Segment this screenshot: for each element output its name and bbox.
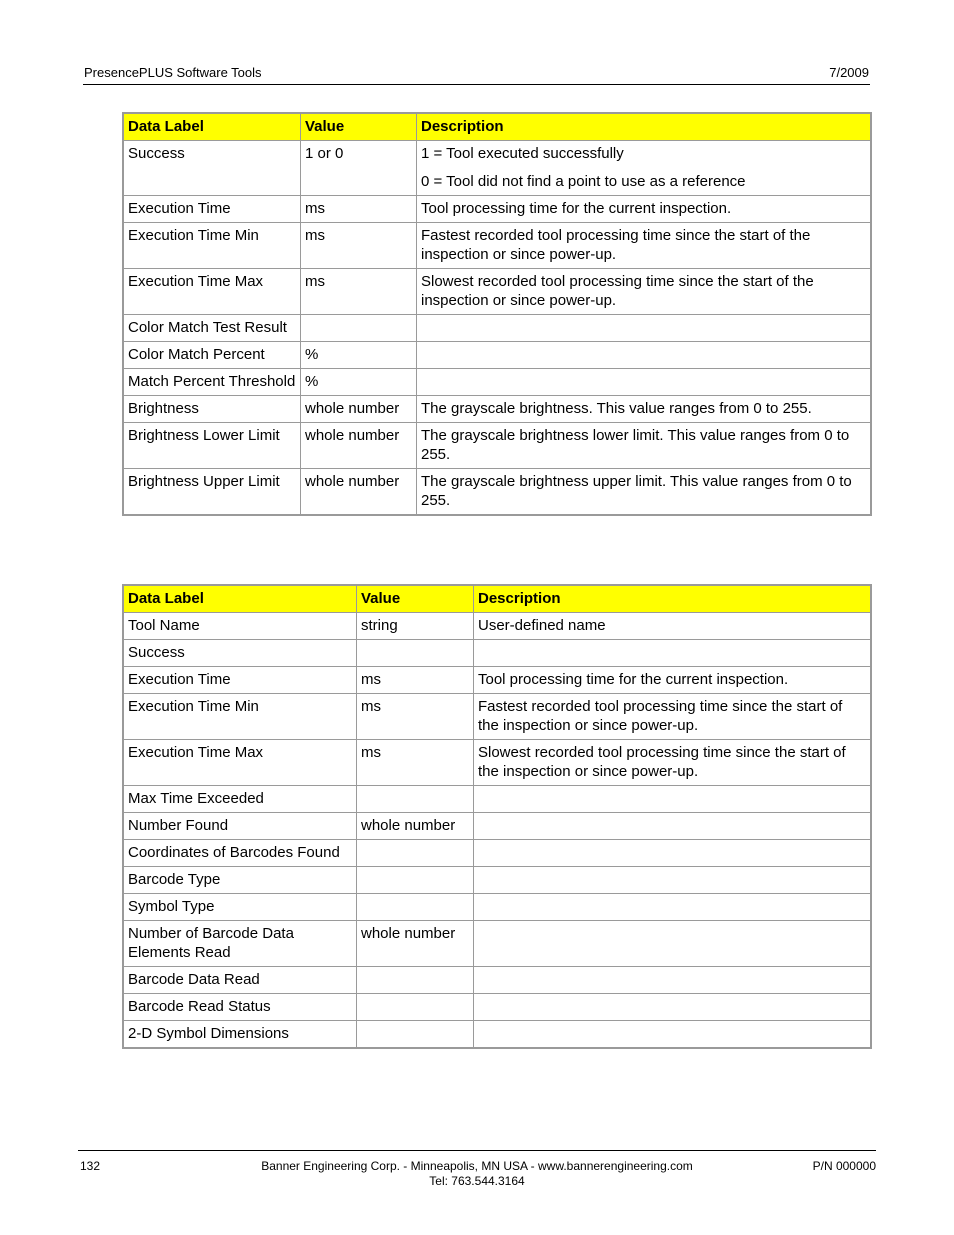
cell-description — [417, 315, 871, 342]
table-row — [124, 921, 871, 967]
cell-data-label: Symbol Type — [124, 894, 357, 921]
table-row — [124, 269, 871, 315]
cell-description — [474, 1021, 871, 1048]
cell-data-label: Execution Time — [124, 667, 357, 694]
cell-value — [357, 840, 474, 867]
cell-value: 1 or 0 — [301, 141, 417, 196]
cell-value: ms — [301, 269, 417, 315]
cell-description — [474, 894, 871, 921]
cell-description — [417, 469, 871, 515]
cell-value: whole number — [357, 813, 474, 840]
cell-value: string — [357, 613, 474, 640]
cell-description — [474, 640, 871, 667]
cell-data-label: Brightness Upper Limit — [124, 469, 301, 515]
cell-data-label: Tool Name — [124, 613, 357, 640]
cell-data-label: Barcode Data Read — [124, 967, 357, 994]
table-row — [124, 786, 871, 813]
footer-phone: Tel: 763.544.3164 — [429, 1174, 525, 1188]
cell-data-label: Barcode Read Status — [124, 994, 357, 1021]
table-row — [124, 994, 871, 1021]
table-row — [124, 223, 871, 269]
page-header — [83, 64, 870, 85]
footer-contact — [78, 1159, 876, 1189]
cell-data-label: Coordinates of Barcodes Found — [124, 840, 357, 867]
cell-description — [474, 613, 871, 640]
cell-data-label: Number of Barcode Data Elements Read — [124, 921, 357, 967]
table-row — [124, 967, 871, 994]
cell-description — [474, 840, 871, 867]
cell-data-label: Execution Time Min — [124, 223, 301, 269]
cell-value: whole number — [301, 423, 417, 469]
table-header-row — [124, 114, 871, 141]
cell-description — [417, 141, 871, 196]
cell-description — [474, 694, 871, 740]
description-line: Fastest recorded tool processing time since the start of the inspection or since power-up. — [421, 227, 811, 263]
description-line: Fastest recorded tool processing time since the start of the inspection or since power-up. — [478, 698, 843, 734]
cell-value — [357, 786, 474, 813]
table-row — [124, 342, 871, 369]
table-row — [124, 141, 871, 196]
cell-description — [474, 967, 871, 994]
table-row — [124, 315, 871, 342]
column-header-value: Value — [301, 114, 417, 141]
cell-value — [357, 994, 474, 1021]
cell-value: whole number — [357, 921, 474, 967]
cell-value: whole number — [301, 469, 417, 515]
cell-data-label: Max Time Exceeded — [124, 786, 357, 813]
cell-value — [357, 967, 474, 994]
cell-value: ms — [357, 740, 474, 786]
document-date: 7/2009 — [829, 65, 869, 80]
page-footer — [78, 1150, 876, 1196]
cell-data-label: Success — [124, 640, 357, 667]
cell-value: ms — [357, 694, 474, 740]
table-row — [124, 613, 871, 640]
cell-value — [357, 1021, 474, 1048]
cell-data-label: 2-D Symbol Dimensions — [124, 1021, 357, 1048]
table-row — [124, 813, 871, 840]
cell-value: % — [301, 342, 417, 369]
table-row — [124, 694, 871, 740]
cell-data-label: Color Match Percent — [124, 342, 301, 369]
cell-data-label: Number Found — [124, 813, 357, 840]
table-row — [124, 667, 871, 694]
description-line: User-defined name — [478, 617, 606, 634]
cell-description — [474, 786, 871, 813]
table-row — [124, 1021, 871, 1048]
cell-description — [474, 667, 871, 694]
document-title: PresencePLUS Software Tools — [84, 65, 262, 80]
column-header-description: Description — [417, 114, 871, 141]
table-row — [124, 369, 871, 396]
page-number: 132 — [80, 1159, 101, 1173]
cell-description — [417, 223, 871, 269]
cell-value — [357, 640, 474, 667]
table-row — [124, 396, 871, 423]
cell-value: ms — [357, 667, 474, 694]
table-row — [124, 640, 871, 667]
table-row — [124, 740, 871, 786]
table-row — [124, 894, 871, 921]
cell-data-label: Match Percent Threshold — [124, 369, 301, 396]
cell-description — [417, 396, 871, 423]
cell-description — [417, 196, 871, 223]
cell-value: ms — [301, 223, 417, 269]
table-row — [124, 840, 871, 867]
description-line: The grayscale brightness lower limit. This value ranges from 0 to 255. — [421, 427, 850, 463]
column-header-description: Description — [474, 586, 871, 613]
description-line: Slowest recorded tool processing time since the start of the inspection or since power-up. — [478, 744, 846, 780]
description-line: Tool processing time for the current inspection. — [421, 200, 732, 217]
cell-data-label: Brightness — [124, 396, 301, 423]
cell-description — [417, 369, 871, 396]
description-line: 1 = Tool executed successfully — [421, 145, 624, 162]
table-row — [124, 196, 871, 223]
cell-data-label: Execution Time Max — [124, 269, 301, 315]
table-header-row — [124, 586, 871, 613]
footer-company: Banner Engineering Corp. - Minneapolis, MN USA - www.bannerengineering.com — [261, 1159, 693, 1173]
cell-description — [474, 740, 871, 786]
cell-description — [474, 921, 871, 967]
cell-value: whole number — [301, 396, 417, 423]
cell-description — [417, 342, 871, 369]
description-line: Slowest recorded tool processing time since the start of the inspection or since power-up. — [421, 273, 814, 309]
cell-data-label: Color Match Test Result — [124, 315, 301, 342]
cell-description — [474, 994, 871, 1021]
cell-value: % — [301, 369, 417, 396]
cell-value — [357, 867, 474, 894]
cell-data-label: Execution Time — [124, 196, 301, 223]
cell-value — [301, 315, 417, 342]
data-table-color-match — [123, 113, 871, 515]
cell-value — [357, 894, 474, 921]
description-line: The grayscale brightness upper limit. This value ranges from 0 to 255. — [421, 473, 852, 509]
part-number: P/N 000000 — [812, 1159, 876, 1173]
cell-data-label: Brightness Lower Limit — [124, 423, 301, 469]
column-header-value: Value — [357, 586, 474, 613]
cell-description — [417, 269, 871, 315]
description-line: The grayscale brightness. This value ranges from 0 to 255. — [421, 400, 812, 417]
column-header-data-label: Data Label — [124, 114, 301, 141]
cell-description — [474, 867, 871, 894]
cell-data-label: Execution Time Min — [124, 694, 357, 740]
table-row — [124, 469, 871, 515]
cell-description — [474, 813, 871, 840]
table-row — [124, 867, 871, 894]
column-header-data-label: Data Label — [124, 586, 357, 613]
cell-value: ms — [301, 196, 417, 223]
description-line: Tool processing time for the current inspection. — [478, 671, 789, 688]
cell-data-label: Barcode Type — [124, 867, 357, 894]
cell-description — [417, 423, 871, 469]
description-line: 0 = Tool did not find a point to use as a reference — [421, 173, 746, 190]
cell-data-label: Success — [124, 141, 301, 196]
data-table-barcode — [123, 585, 871, 1048]
cell-data-label: Execution Time Max — [124, 740, 357, 786]
table-row — [124, 423, 871, 469]
